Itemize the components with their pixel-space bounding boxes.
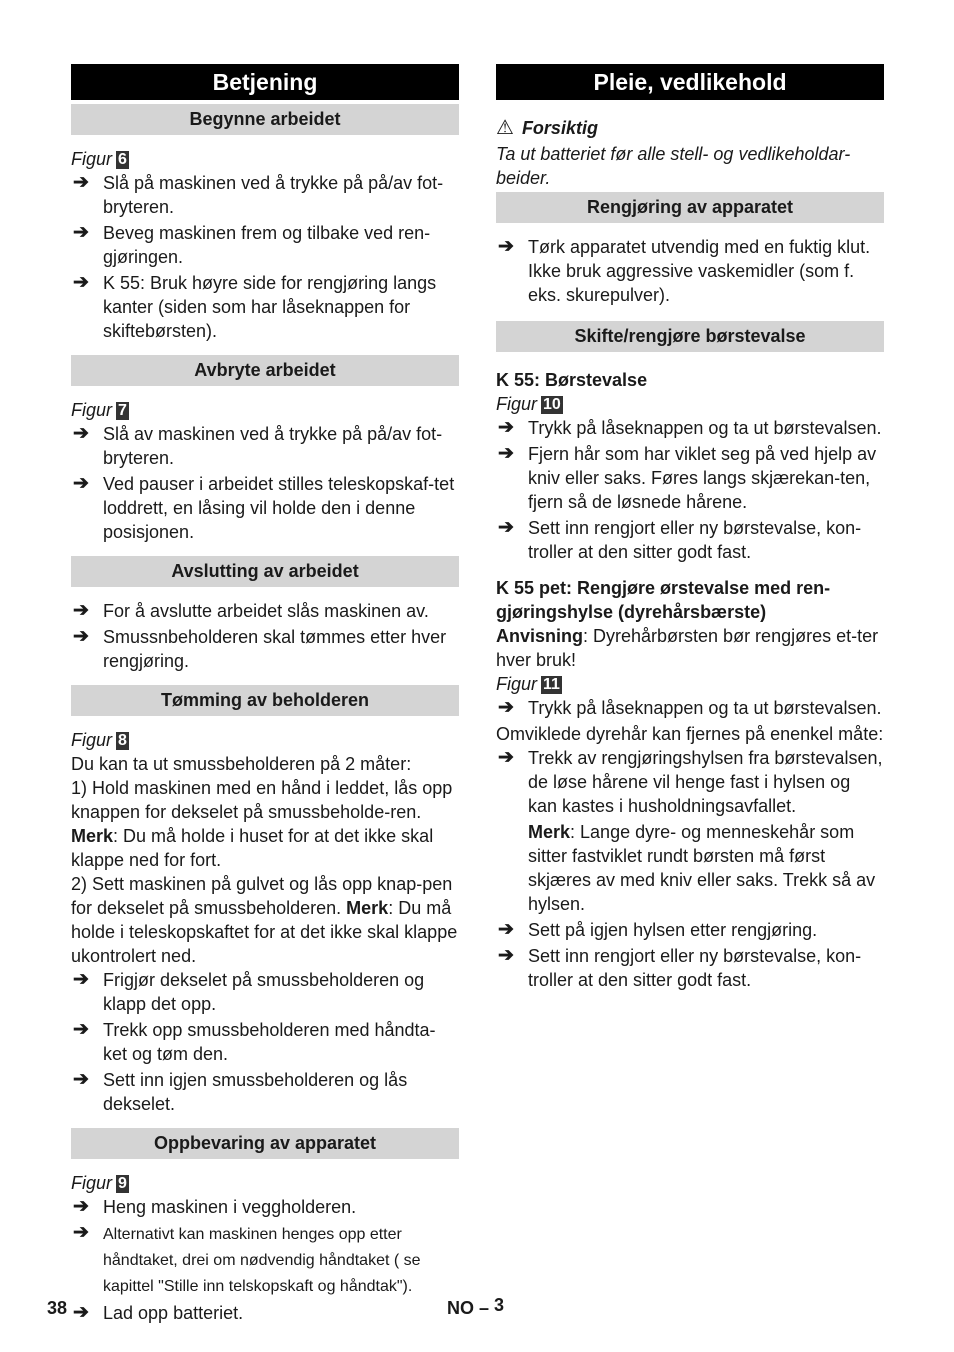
arrow-right-icon: ➔ <box>73 473 89 494</box>
subheading-tomming: Tømming av beholderen <box>71 685 459 716</box>
list-item: ➔ Heng maskinen i veggholderen. <box>73 1196 357 1217</box>
arrow-right-icon: ➔ <box>498 443 514 464</box>
arrow-right-icon: ➔ <box>73 1019 89 1040</box>
arrow-right-icon: ➔ <box>73 600 89 621</box>
list-item: ➔ Trykk på låseknappen og ta ut børstevalsen. <box>498 417 882 438</box>
list-item: ➔ Sett inn rengjort eller ny børstevalse, kon-troller at den sitter godt fast. <box>498 517 862 562</box>
list-item: ➔ Alternativt kan maskinen henges opp etter håndtaket, drei om nødvendig håndtaket ( se kapittel "Stille inn telskopskaft og håndtak"). <box>73 1222 421 1295</box>
figure-number: 8 <box>118 732 127 749</box>
list-item: ➔ K 55: Bruk høyre side for rengjøring langs kanter (siden som har låseknappen for skiftebørsten). <box>73 272 437 341</box>
arrow-right-icon: ➔ <box>73 1196 89 1217</box>
caution-text: Ta ut batteriet før alle stell- og vedlikeholdar-beider. <box>496 144 851 188</box>
arrow-right-icon: ➔ <box>498 236 514 257</box>
list-item: ➔ Ved pauser i arbeidet stilles teleskopskaf-tet loddrett, en låsing vil holde den i denne posisjonen. <box>73 473 455 542</box>
figure-ref: Figur 8 <box>71 730 127 750</box>
section-title-pleie: Pleie, vedlikehold <box>496 64 884 100</box>
figure-ref: Figur 10 <box>496 394 561 414</box>
list-item: ➔ For å avslutte arbeidet slås maskinen av. <box>73 600 429 621</box>
caution-heading: ⚠ Forsiktig <box>496 117 598 139</box>
list-item: ➔ Sett inn igjen smussbeholderen og lås dekselet. <box>73 1069 408 1114</box>
paragraph: Anvisning: Dyrehårbørsten bør rengjøres et-ter hver bruk! <box>496 626 879 670</box>
arrow-right-icon: ➔ <box>73 1069 89 1090</box>
list-item: ➔ Tørk apparatet utvendig med en fuktig klut. Ikke bruk aggressive vaskemidler (som f. eks. skurepulver). <box>498 236 871 305</box>
warning-triangle-icon: ⚠ <box>496 117 514 139</box>
list-item: ➔ Smussnbeholderen skal tømmes etter hver rengjøring. <box>73 626 447 671</box>
figure-ref: Figur 11 <box>496 674 560 694</box>
subheading-avbryte-arbeidet: Avbryte arbeidet <box>71 355 459 386</box>
figure-ref: Figur 9 <box>71 1173 127 1193</box>
arrow-right-icon: ➔ <box>498 945 514 966</box>
left-column <box>71 64 459 1325</box>
figure-number: 7 <box>118 402 127 419</box>
figure-number: 6 <box>118 151 127 168</box>
list-item: ➔ Trekk av rengjøringshylsen fra børstevalsen, de løse hårene vil henge fast i hylsen og kan kastes i husholdningsavfallet. <box>498 747 883 816</box>
subsection-k55: K 55: Børstevalse <box>496 370 648 390</box>
right-column <box>496 64 884 992</box>
list-item: ➔ Slå på maskinen ved å trykke på på/av fot-bryteren. <box>73 172 444 217</box>
arrow-right-icon: ➔ <box>498 417 514 438</box>
figure-number: 10 <box>543 396 561 413</box>
paragraph: 1) Hold maskinen med en hånd i leddet, lås opp knappen for dekselet på smussbeholde-ren. Merk: Du må holde i huset for at det ikke skal klappe ned for fort. <box>71 778 453 870</box>
footer-section: NO – 3 <box>447 1295 505 1318</box>
subheading-rengjoring: Rengjøring av apparatet <box>496 192 884 223</box>
subheading-skifte: Skifte/rengjøre børstevalse <box>496 321 884 352</box>
subheading-begynne-arbeidet: Begynne arbeidet <box>71 104 459 135</box>
arrow-right-icon: ➔ <box>498 747 514 768</box>
arrow-right-icon: ➔ <box>498 697 514 718</box>
arrow-right-icon: ➔ <box>73 969 89 990</box>
paragraph: 2) Sett maskinen på gulvet og lås opp knap-pen for dekselet på smussbeholderen. Merk: Du må holde i teleskopskaftet for at det ikke skal klappe ukontrolert ned. <box>71 874 458 966</box>
figure-number: 9 <box>118 1175 127 1192</box>
subheading-avslutting: Avslutting av arbeidet <box>71 556 459 587</box>
paragraph: Du kan ta ut smussbeholderen på 2 måter: <box>71 754 412 774</box>
figure-ref: Figur 6 <box>71 149 127 169</box>
list-item: ➔ Frigjør dekselet på smussbeholderen og klapp det opp. <box>73 969 425 1014</box>
arrow-right-icon: ➔ <box>73 172 89 193</box>
list-item: ➔ Trykk på låseknappen og ta ut børstevalsen. <box>498 697 882 718</box>
list-item: ➔ Sett inn rengjort eller ny børstevalse, kon-troller at den sitter godt fast. <box>498 945 862 990</box>
arrow-right-icon: ➔ <box>73 626 89 647</box>
list-item: ➔ Slå av maskinen ved å trykke på på/av fot-bryteren. <box>73 423 443 468</box>
figure-ref: Figur 7 <box>71 400 127 420</box>
arrow-right-icon: ➔ <box>73 423 89 444</box>
arrow-right-icon: ➔ <box>498 919 514 940</box>
list-item: ➔ Trekk opp smussbeholderen med håndta-ket og tøm den. <box>73 1019 436 1064</box>
paragraph: Omviklede dyrehår kan fjernes på enenkel måte: <box>496 724 884 744</box>
arrow-right-icon: ➔ <box>73 1222 89 1243</box>
list-item: ➔ Fjern hår som har viklet seg på ved hjelp av kniv eller saks. Føres langs skjærekan-ten, fjern så de løsnede hårene. <box>498 443 877 512</box>
arrow-right-icon: ➔ <box>73 1302 89 1323</box>
subsection-k55-pet: K 55 pet: Rengjøre ørstevalse med ren-gjøringshylse (dyrehårsbærste) <box>496 578 831 622</box>
page-number: 38 <box>47 1298 68 1318</box>
section-title-betjening: Betjening <box>71 64 459 100</box>
note-paragraph: Merk: Lange dyre- og menneskehår som sitter fastviklet rundt børsten må først skjæres av med kniv eller saks. Trekk så av hylsen. <box>528 822 876 914</box>
arrow-right-icon: ➔ <box>498 517 514 538</box>
arrow-right-icon: ➔ <box>73 222 89 243</box>
list-item: ➔ Lad opp batteriet. <box>73 1302 244 1323</box>
figure-number: 11 <box>543 676 560 693</box>
list-item: ➔ Sett på igjen hylsen etter rengjøring. <box>498 919 818 940</box>
list-item: ➔ Beveg maskinen frem og tilbake ved ren-gjøringen. <box>73 222 431 267</box>
subheading-oppbevaring: Oppbevaring av apparatet <box>71 1128 459 1159</box>
arrow-right-icon: ➔ <box>73 272 89 293</box>
